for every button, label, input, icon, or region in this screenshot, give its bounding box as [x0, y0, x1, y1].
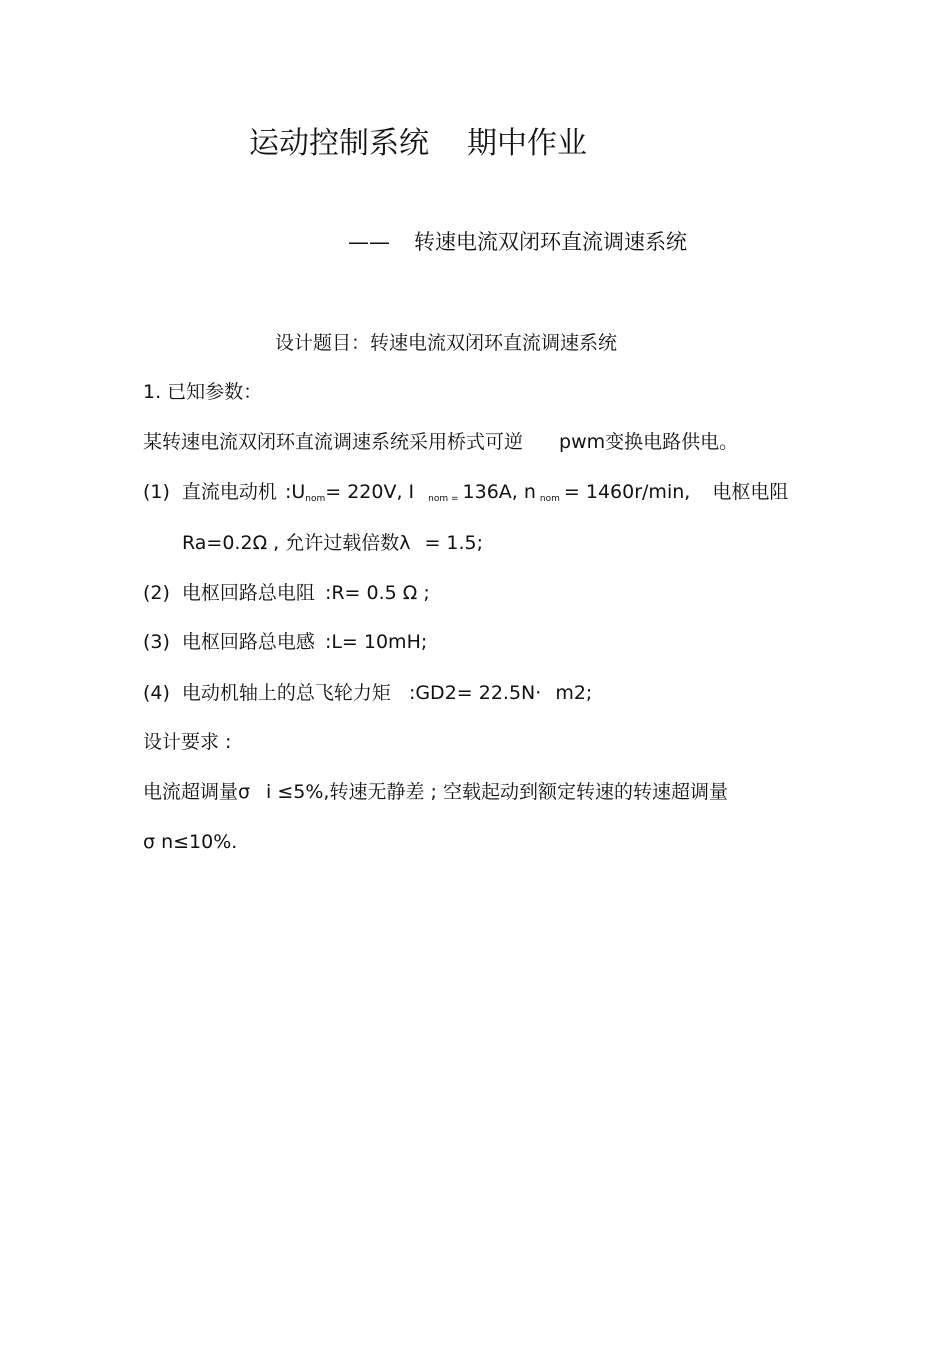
- item-1-number: (1): [143, 481, 170, 503]
- item-1-current: = 220V, I: [325, 481, 415, 503]
- known-params-heading: 1. 已知参数：: [143, 381, 263, 403]
- intro-text-a: 某转速电流双闭环直流调速系统采用桥式可逆: [143, 431, 524, 453]
- item-2-label: 电枢回路总电阻: [181, 582, 315, 604]
- param-item-4: [143, 681, 592, 705]
- title-part-2: 期中作业: [467, 126, 587, 161]
- requirements-line-1: [143, 780, 728, 804]
- param-item-1: [143, 480, 788, 508]
- item-1-cont-b: = 1.5;: [424, 532, 484, 554]
- requirements-text-b: i ≤5%,转速无静差 ; 空载起动到额定转速的转速超调量: [266, 781, 728, 803]
- item-4-number: (4): [143, 682, 170, 704]
- item-3-value: :L= 10mH;: [324, 631, 428, 653]
- subtitle-dash: ——: [348, 230, 390, 254]
- item-1-voltage: :U: [284, 481, 306, 503]
- item-4-value-b: m2;: [555, 682, 593, 704]
- requirements-heading: 设计要求 :: [143, 731, 232, 753]
- item-1-speed-value: = 1460r/min,: [563, 481, 691, 503]
- item-1-sub-speed: nom: [539, 494, 560, 504]
- title-part-1: 运动控制系统: [249, 126, 429, 161]
- document-title: [249, 126, 587, 162]
- item-3-label: 电枢回路总电感: [181, 631, 315, 653]
- subtitle-text: 转速电流双闭环直流调速系统: [414, 230, 687, 254]
- item-1-speed: 136A, n: [462, 481, 536, 503]
- requirements-line-2: σ n≤10%.: [143, 831, 238, 853]
- item-4-label: 电动机轴上的总飞轮力矩: [181, 682, 391, 704]
- intro-paragraph: [143, 430, 738, 454]
- param-item-2: [143, 581, 430, 605]
- design-topic: 设计题目：转速电流双闭环直流调速系统: [275, 332, 618, 354]
- item-4-value-a: :GD2= 22.5N·: [408, 682, 542, 704]
- item-1-cont-a: Ra=0.2Ω , 允许过载倍数λ: [182, 532, 411, 554]
- requirements-text-a: 电流超调量σ: [143, 781, 251, 803]
- item-1-armature-label: 电枢电阻: [712, 481, 789, 503]
- item-3-number: (3): [143, 631, 170, 653]
- item-2-number: (2): [143, 582, 170, 604]
- item-1-sub-voltage: nom: [305, 494, 326, 504]
- param-item-1-continued: [182, 531, 483, 555]
- item-2-value: :R= 0.5 Ω ;: [324, 582, 430, 604]
- param-item-3: [143, 630, 427, 654]
- item-1-label: 直流电动机: [181, 481, 277, 503]
- intro-text-b: pwm变换电路供电。: [559, 431, 739, 453]
- item-1-sub-current: nom =: [428, 494, 459, 504]
- document-subtitle: [348, 229, 687, 255]
